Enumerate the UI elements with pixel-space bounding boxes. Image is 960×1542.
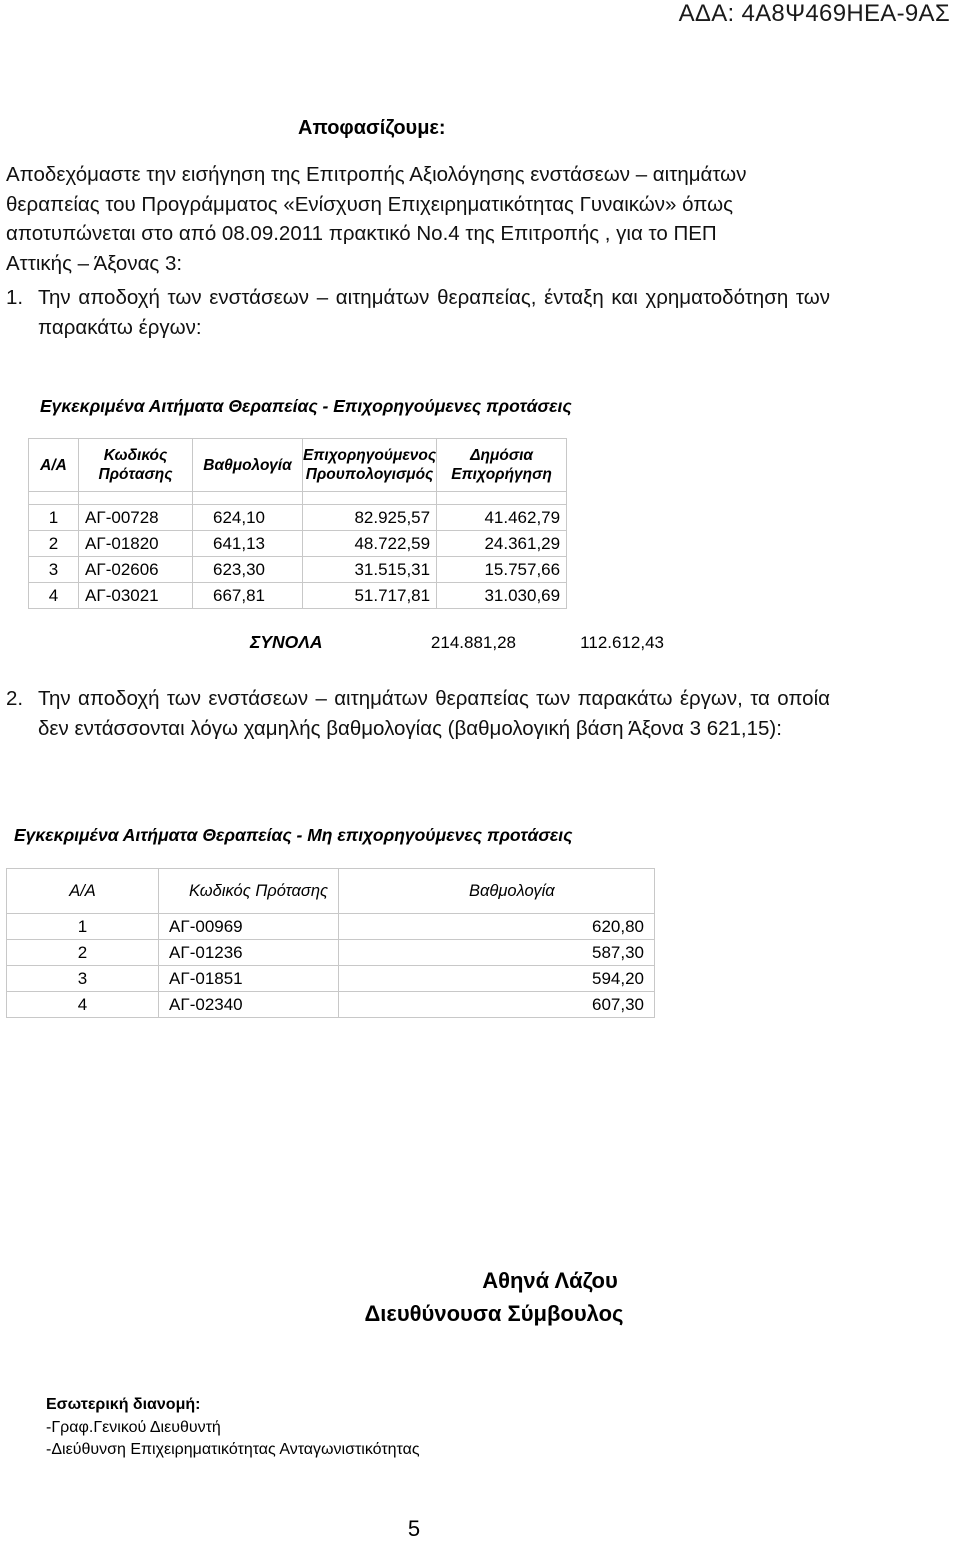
item-number: 1.	[6, 286, 24, 309]
table-row	[7, 914, 655, 940]
intro-line: θεραπείας του Προγράμματος «Ενίσχυση Επιχειρηματικότητας Γυναικών» όπως	[6, 192, 733, 216]
total-budget: 214.881,28	[430, 633, 516, 652]
spacer-row	[29, 492, 567, 505]
cell: 620,80	[339, 914, 655, 940]
column-header: Κωδικός Πρότασης	[79, 439, 193, 492]
cell: ΑΓ-01851	[159, 966, 339, 992]
cell: 48.722,59	[303, 531, 437, 557]
cell: 623,30	[193, 557, 303, 583]
distribution-title: Εσωτερική διανομή:	[46, 1396, 201, 1413]
cell: 594,20	[339, 966, 655, 992]
table-row	[29, 557, 567, 583]
cell: 641,13	[193, 531, 303, 557]
ada-code: ΑΔΑ: 4Α8Ψ469ΗΕΑ-9ΑΣ	[678, 0, 950, 27]
decision-heading: Αποφασίζουμε:	[298, 117, 446, 139]
column-header: Δημόσια Επιχορήγηση	[437, 439, 567, 492]
item-text: Την αποδοχή των ενστάσεων – αιτημάτων θεραπείας των παρακάτω έργων, τα οποία δεν εντάσσονται λόγω χαμηλής βαθμολογίας (βαθμολογική βάση Άξονα 3 621,15):	[38, 687, 830, 740]
cell: 4	[29, 583, 79, 609]
intro-paragraph	[6, 160, 826, 278]
table-row	[29, 583, 567, 609]
table-row	[29, 505, 567, 531]
intro-line: Αττικής – Άξονας 3:	[6, 251, 183, 275]
column-header: Κωδικός Πρότασης	[159, 869, 339, 914]
cell: 31.030,69	[437, 583, 567, 609]
total-grant: 112.612,43	[580, 633, 664, 652]
table-row	[7, 966, 655, 992]
cell: 2	[29, 531, 79, 557]
cell: ΑΓ-02606	[79, 557, 193, 583]
cell: 4	[7, 992, 159, 1018]
cell: 3	[29, 557, 79, 583]
distribution-item: -Γραφ.Γενικού Διευθυντή	[46, 1419, 221, 1436]
column-header: Α/Α	[7, 869, 159, 914]
cell: 1	[7, 914, 159, 940]
intro-line: Αποδεχόμαστε την εισήγηση της Επιτροπής Αξιολόγησης ενστάσεων – αιτημάτων	[6, 163, 747, 186]
cell: 607,30	[339, 992, 655, 1018]
cell: ΑΓ-02340	[159, 992, 339, 1018]
column-header: Επιχορηγούμενος Προυπολογισμός	[303, 439, 437, 492]
cell: 82.925,57	[303, 505, 437, 531]
table1-title: Εγκεκριμένα Αιτήματα Θεραπείας - Επιχορηγούμενες προτάσεις	[40, 396, 572, 416]
cell: 624,10	[193, 505, 303, 531]
table-header-row	[7, 869, 655, 914]
cell: 2	[7, 940, 159, 966]
item-number: 2.	[6, 687, 24, 710]
cell: 24.361,29	[437, 531, 567, 557]
cell: ΑΓ-00969	[159, 914, 339, 940]
cell: 31.515,31	[303, 557, 437, 583]
cell: ΑΓ-01236	[159, 940, 339, 966]
decision-item-2	[6, 684, 830, 743]
subsidized-proposals-table	[28, 438, 567, 609]
totals-label: ΣΥΝΟΛΑ	[250, 632, 323, 652]
decision-item-1	[6, 283, 830, 342]
table-row	[29, 531, 567, 557]
cell: 51.717,81	[303, 583, 437, 609]
cell: ΑΓ-00728	[79, 505, 193, 531]
cell: 667,81	[193, 583, 303, 609]
column-header: Βαθμολογία	[193, 439, 303, 492]
table-row	[7, 940, 655, 966]
item-text: Την αποδοχή των ενστάσεων – αιτημάτων θεραπείας, ένταξη και χρηματοδότηση των παρακάτω έργων:	[38, 286, 830, 339]
table-header-row	[29, 439, 567, 492]
column-header: Α/Α	[29, 439, 79, 492]
cell: ΑΓ-01820	[79, 531, 193, 557]
signatory-role: Διευθύνουσα Σύμβουλος	[364, 1301, 624, 1326]
cell: 1	[29, 505, 79, 531]
cell: ΑΓ-03021	[79, 583, 193, 609]
cell: 41.462,79	[437, 505, 567, 531]
cell: 3	[7, 966, 159, 992]
table2-title: Εγκεκριμένα Αιτήματα Θεραπείας - Μη επιχορηγούμενες προτάσεις	[14, 825, 573, 845]
column-header: Βαθμολογία	[339, 869, 655, 914]
cell: 15.757,66	[437, 557, 567, 583]
cell: 587,30	[339, 940, 655, 966]
table-row	[7, 992, 655, 1018]
intro-line: αποτυπώνεται στο από 08.09.2011 πρακτικό Νο.4 της Επιτροπής , για το ΠΕΠ	[6, 222, 717, 245]
signatory-name: Αθηνά Λάζου	[482, 1268, 618, 1293]
distribution-item: -Διεύθυνση Επιχειρηματικότητας Ανταγωνιστικότητας	[46, 1441, 420, 1458]
page-number: 5	[407, 1516, 421, 1541]
non-subsidized-proposals-table	[6, 868, 655, 1018]
